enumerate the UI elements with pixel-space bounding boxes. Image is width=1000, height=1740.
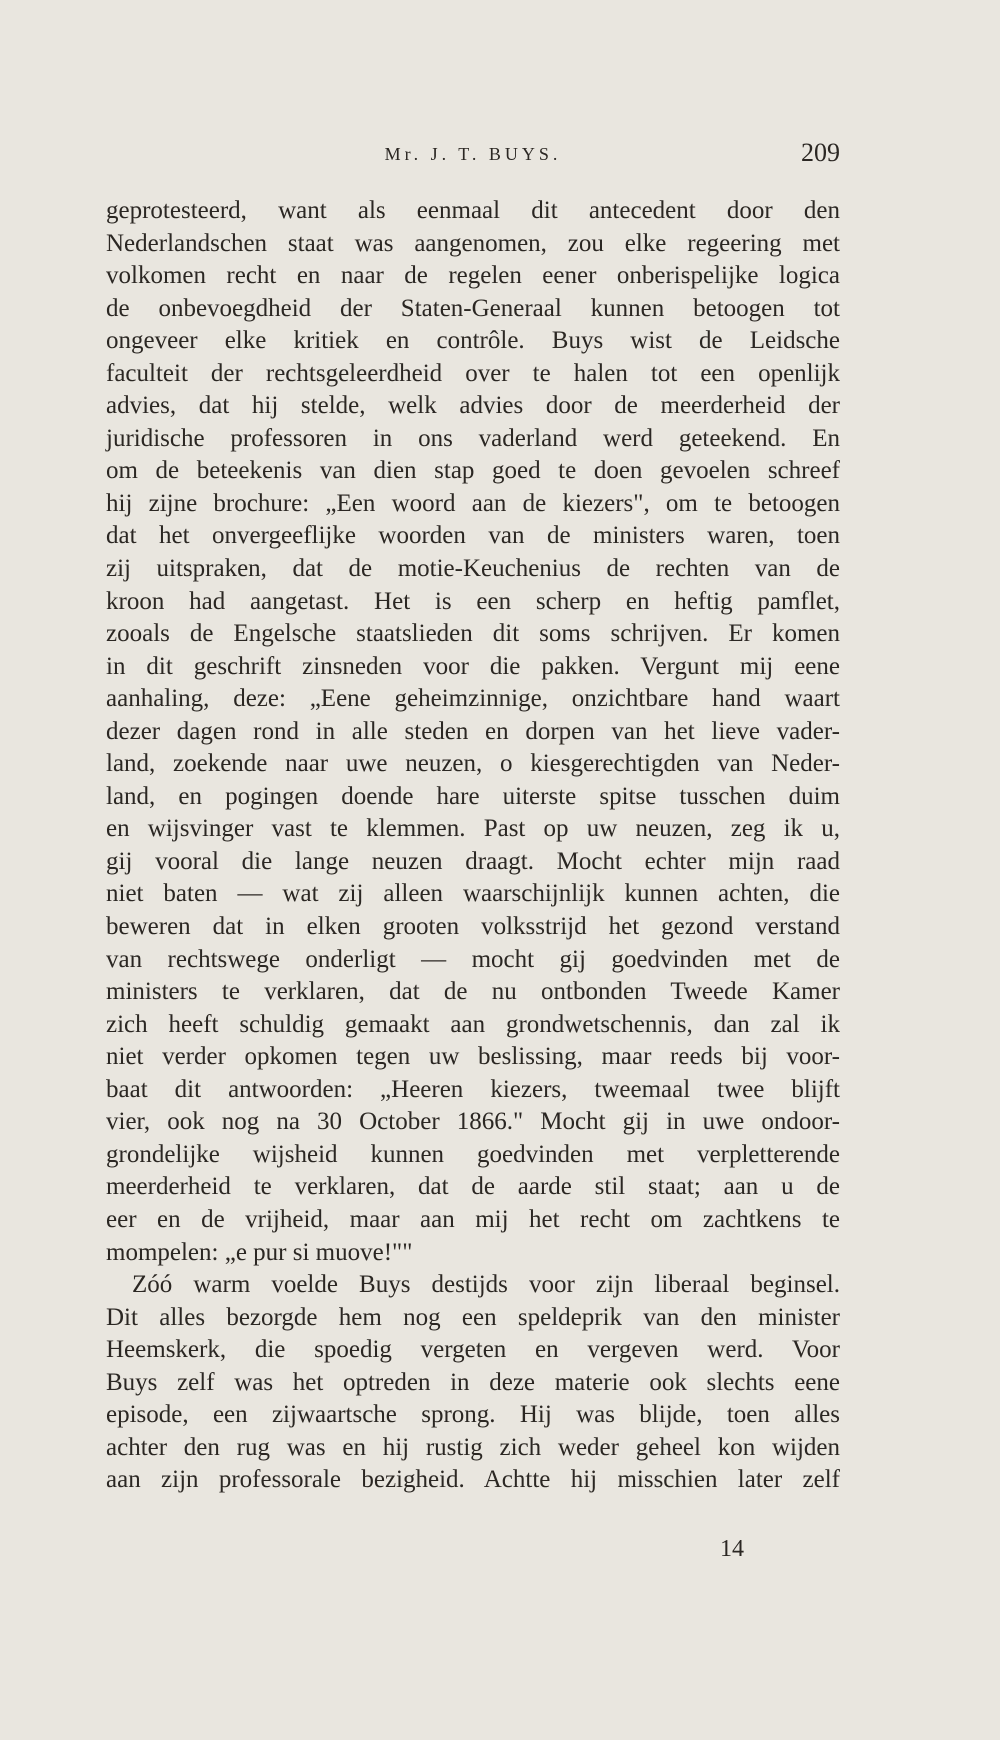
text-line: de onbevoegdheid der Staten-Generaal kunnen betoogen tot — [106, 294, 840, 322]
text-line: baat dit antwoorden: „Heeren kiezers, tweemaal twee blijft — [106, 1075, 840, 1103]
text-line: om de beteekenis van dien stap goed te doen gevoelen schreef — [106, 457, 840, 485]
text-line: Nederlandschen staat was aangenomen, zou elke regeering met — [106, 229, 840, 257]
text-line: niet baten — wat zij alleen waarschijnlijk kunnen achten, die — [106, 880, 840, 908]
text-line: aan zijn professorale bezigheid. Achtte hij misschien later zelf — [106, 1466, 840, 1494]
text-line: episode, een zijwaartsche sprong. Hij was blijde, toen alles — [106, 1401, 840, 1429]
text-line: zich heeft schuldig gemaakt aan grondwetschennis, dan zal ik — [106, 1010, 840, 1038]
text-line: vier, ook nog na 30 October 1866." Mocht gij in uwe ondoor- — [106, 1108, 840, 1136]
text-line: ministers te verklaren, dat de nu ontbonden Tweede Kamer — [106, 978, 840, 1006]
text-line: meerderheid te verklaren, dat de aarde stil staat; aan u de — [106, 1173, 840, 1201]
running-title: Mr. J. T. BUYS. — [384, 144, 562, 164]
text-line: aanhaling, deze: „Eene geheimzinnige, onzichtbare hand waart — [106, 685, 840, 713]
text-line: faculteit der rechtsgeleerdheid over te halen tot een openlijk — [106, 359, 840, 387]
gathering-signature: 14 — [720, 1536, 744, 1562]
text-line: niet verder opkomen tegen uw beslissing, maar reeds bij voor- — [106, 1043, 840, 1071]
text-line: in dit geschrift zinsneden voor die pakken. Vergunt mij eene — [106, 652, 840, 680]
text-line: dat het onvergeeflijke woorden van de ministers waren, toen — [106, 522, 840, 550]
text-line: juridische professoren in ons vaderland werd geteekend. En — [106, 424, 840, 452]
text-line: kroon had aangetast. Het is een scherp en heftig pamflet, — [106, 587, 840, 615]
text-line: achter den rug was en hij rustig zich weder geheel kon wijden — [106, 1433, 840, 1461]
text-line: van rechtswege onderligt — mocht gij goedvinden met de — [106, 945, 840, 973]
body-text — [106, 195, 840, 1497]
text-line: Dit alles bezorgde hem nog een speldeprik van den minister — [106, 1303, 840, 1331]
text-line: zij uitspraken, dat de motie-Keuchenius de rechten van de — [106, 555, 840, 583]
text-line: ongeveer elke kritiek en contrôle. Buys wist de Leidsche — [106, 327, 840, 355]
text-line: Buys zelf was het optreden in deze materie ook slechts eene — [106, 1368, 840, 1396]
text-line: Zóó warm voelde Buys destijds voor zijn liberaal beginsel. — [132, 1271, 840, 1299]
text-line: gij vooral die lange neuzen draagt. Mocht echter mijn raad — [106, 847, 840, 875]
text-line: land, en pogingen doende hare uiterste spitse tusschen duim — [106, 782, 840, 810]
text-line: en wijsvinger vast te klemmen. Past op uw neuzen, zeg ik u, — [106, 815, 840, 843]
text-line: geprotesteerd, want als eenmaal dit antecedent door den — [106, 197, 840, 224]
page-number: 209 — [801, 138, 840, 167]
running-head — [106, 138, 840, 178]
text-line: mompelen: „e pur si muove!"" — [106, 1238, 413, 1266]
text-line: land, zoekende naar uwe neuzen, o kiesgerechtigden van Neder- — [106, 750, 840, 778]
text-line: Heemskerk, die spoedig vergeten en vergeven werd. Voor — [106, 1336, 840, 1364]
text-line: volkomen recht en naar de regelen eener onberispelijke logica — [106, 262, 840, 290]
text-line: eer en de vrijheid, maar aan mij het recht om zachtkens te — [106, 1205, 840, 1233]
text-line: advies, dat hij stelde, welk advies door de meerderheid der — [106, 392, 840, 420]
text-line: zooals de Engelsche staatslieden dit soms schrijven. Er komen — [106, 620, 840, 648]
text-line: dezer dagen rond in alle steden en dorpen van het lieve vader- — [106, 717, 840, 745]
text-line: hij zijne brochure: „Een woord aan de kiezers", om te betoogen — [106, 489, 840, 517]
text-line: grondelijke wijsheid kunnen goedvinden met verpletterende — [106, 1140, 840, 1168]
text-line: beweren dat in elken grooten volksstrijd het gezond verstand — [106, 913, 840, 941]
